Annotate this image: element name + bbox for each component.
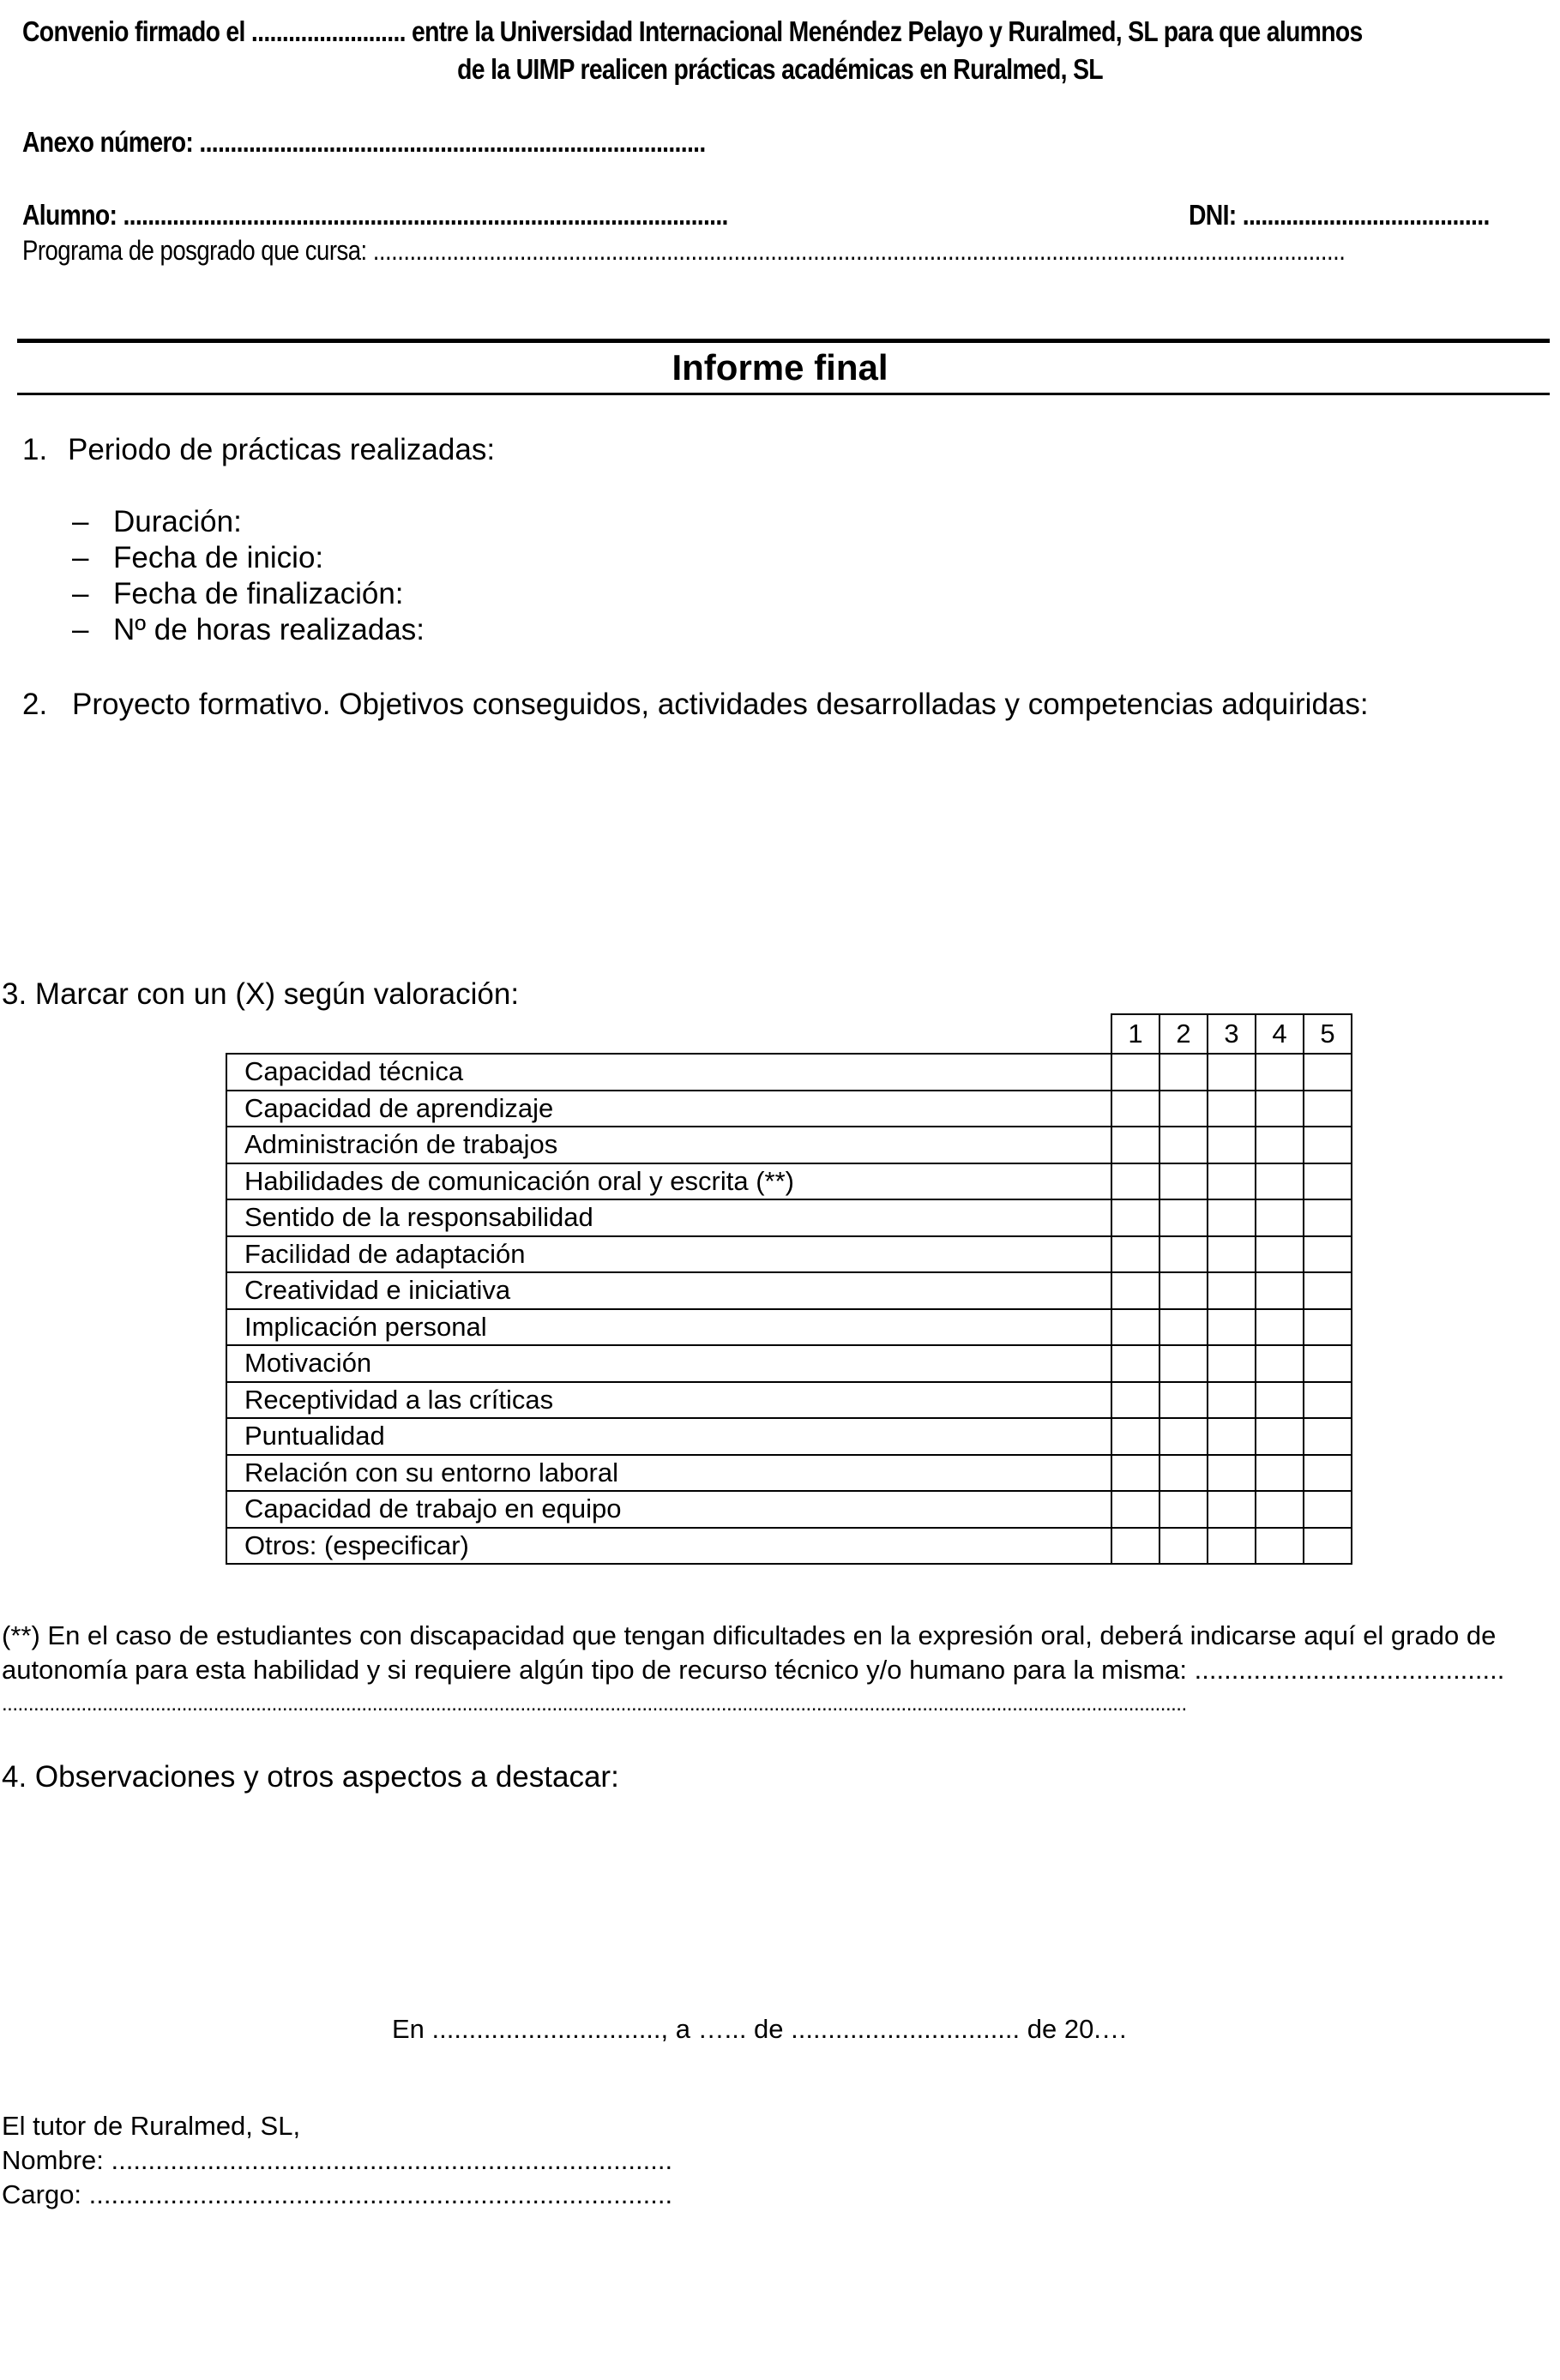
rating-row (226, 1091, 1352, 1127)
rating-row (226, 1528, 1352, 1565)
rating-checkbox-3[interactable] (1208, 1345, 1256, 1382)
rating-table (226, 1013, 1352, 1565)
criterion-label: Capacidad técnica (226, 1054, 1111, 1091)
rating-checkbox-1[interactable] (1111, 1236, 1159, 1273)
rating-checkbox-3[interactable] (1208, 1382, 1256, 1419)
rating-checkbox-3[interactable] (1208, 1127, 1256, 1163)
rating-checkbox-2[interactable] (1159, 1199, 1208, 1236)
rating-checkbox-1[interactable] (1111, 1491, 1159, 1528)
section3-heading: 3. Marcar con un (X) según valoración: (2, 977, 520, 1011)
rating-checkbox-4[interactable] (1256, 1528, 1304, 1565)
rating-checkbox-3[interactable] (1208, 1236, 1256, 1273)
start-date-label: Fecha de inicio: (113, 541, 324, 574)
rating-checkbox-1[interactable] (1111, 1382, 1159, 1419)
rating-row (226, 1455, 1352, 1492)
annex-number-field: Anexo número: .................................................................................. (22, 126, 706, 158)
rating-row (226, 1491, 1352, 1528)
place-date-line: En ..............................., a …... de ............................... de 20.… (392, 2014, 1128, 2044)
criterion-label: Administración de trabajos (226, 1127, 1111, 1163)
rating-checkbox-4[interactable] (1256, 1163, 1304, 1200)
rating-checkbox-4[interactable] (1256, 1418, 1304, 1455)
criterion-label: Otros: (especificar) (226, 1528, 1111, 1565)
hours-label: Nº de horas realizadas: (113, 613, 425, 646)
rating-checkbox-4[interactable] (1256, 1127, 1304, 1163)
rating-checkbox-2[interactable] (1159, 1528, 1208, 1565)
criterion-label: Capacidad de trabajo en equipo (226, 1491, 1111, 1528)
section1-number: 1. (22, 433, 48, 466)
rating-checkbox-4[interactable] (1256, 1199, 1304, 1236)
scale-4: 4 (1256, 1014, 1304, 1054)
rating-checkbox-3[interactable] (1208, 1418, 1256, 1455)
rating-row (226, 1163, 1352, 1200)
rating-checkbox-2[interactable] (1159, 1491, 1208, 1528)
criterion-label: Implicación personal (226, 1309, 1111, 1346)
rating-checkbox-4[interactable] (1256, 1091, 1304, 1127)
rating-checkbox-4[interactable] (1256, 1455, 1304, 1492)
rating-checkbox-2[interactable] (1159, 1236, 1208, 1273)
rating-checkbox-3[interactable] (1208, 1091, 1256, 1127)
end-date-label: Fecha de finalización: (113, 577, 404, 610)
rating-checkbox-5[interactable] (1304, 1309, 1352, 1346)
rating-checkbox-1[interactable] (1111, 1199, 1159, 1236)
list-dash: – (72, 541, 89, 574)
rating-checkbox-4[interactable] (1256, 1491, 1304, 1528)
rating-checkbox-2[interactable] (1159, 1309, 1208, 1346)
rating-checkbox-2[interactable] (1159, 1054, 1208, 1091)
rating-row (226, 1382, 1352, 1419)
rating-checkbox-5[interactable] (1304, 1091, 1352, 1127)
rating-checkbox-3[interactable] (1208, 1528, 1256, 1565)
rating-checkbox-1[interactable] (1111, 1309, 1159, 1346)
rating-scale-row (226, 1014, 1352, 1054)
rating-checkbox-3[interactable] (1208, 1455, 1256, 1492)
section2-number: 2. (22, 688, 48, 721)
rating-checkbox-4[interactable] (1256, 1272, 1304, 1309)
rating-checkbox-3[interactable] (1208, 1163, 1256, 1200)
agreement-line-2: de la UIMP realicen prácticas académicas en Ruralmed, SL (457, 53, 1103, 85)
footnote-line-3: ................................................................................................................................................................................................................................ (2, 1692, 1187, 1716)
rating-checkbox-5[interactable] (1304, 1199, 1352, 1236)
section1-heading: Periodo de prácticas realizadas: (68, 433, 496, 466)
rating-checkbox-1[interactable] (1111, 1345, 1159, 1382)
rating-checkbox-5[interactable] (1304, 1528, 1352, 1565)
criterion-label: Relación con su entorno laboral (226, 1455, 1111, 1492)
rating-row (226, 1418, 1352, 1455)
rating-checkbox-2[interactable] (1159, 1418, 1208, 1455)
rating-checkbox-4[interactable] (1256, 1309, 1304, 1346)
rating-row (226, 1309, 1352, 1346)
rating-checkbox-2[interactable] (1159, 1455, 1208, 1492)
tutor-position-field: Cargo: ............................................................................... (2, 2179, 673, 2209)
rating-checkbox-3[interactable] (1208, 1309, 1256, 1346)
rating-checkbox-5[interactable] (1304, 1054, 1352, 1091)
criterion-label: Sentido de la responsabilidad (226, 1199, 1111, 1236)
rating-row (226, 1054, 1352, 1091)
rating-checkbox-4[interactable] (1256, 1236, 1304, 1273)
student-field: Alumno: .................................................................................................. (22, 199, 728, 231)
criterion-label: Facilidad de adaptación (226, 1236, 1111, 1273)
section2-heading: Proyecto formativo. Objetivos conseguidos, actividades desarrolladas y competencias adquiridas: (72, 688, 1369, 721)
rating-checkbox-5[interactable] (1304, 1418, 1352, 1455)
rating-checkbox-1[interactable] (1111, 1091, 1159, 1127)
scale-5: 5 (1304, 1014, 1352, 1054)
criterion-label: Habilidades de comunicación oral y escrita (**) (226, 1163, 1111, 1200)
criterion-label: Motivación (226, 1345, 1111, 1382)
rating-checkbox-3[interactable] (1208, 1199, 1256, 1236)
rating-checkbox-5[interactable] (1304, 1163, 1352, 1200)
rating-row (226, 1345, 1352, 1382)
scale-3: 3 (1208, 1014, 1256, 1054)
rating-checkbox-1[interactable] (1111, 1163, 1159, 1200)
list-dash: – (72, 577, 89, 610)
rating-checkbox-1[interactable] (1111, 1455, 1159, 1492)
list-dash: – (72, 505, 89, 538)
tutor-label: El tutor de Ruralmed, SL, (2, 2111, 301, 2141)
rating-checkbox-4[interactable] (1256, 1345, 1304, 1382)
criterion-label: Puntualidad (226, 1418, 1111, 1455)
rating-checkbox-2[interactable] (1159, 1382, 1208, 1419)
rating-checkbox-3[interactable] (1208, 1272, 1256, 1309)
rating-checkbox-1[interactable] (1111, 1418, 1159, 1455)
rating-checkbox-5[interactable] (1304, 1491, 1352, 1528)
rating-checkbox-5[interactable] (1304, 1455, 1352, 1492)
rating-row (226, 1272, 1352, 1309)
rating-checkbox-4[interactable] (1256, 1054, 1304, 1091)
rating-row (226, 1236, 1352, 1273)
title-top-rule (17, 339, 1550, 343)
duration-label: Duración: (113, 505, 242, 538)
rating-checkbox-3[interactable] (1208, 1491, 1256, 1528)
tutor-name-field: Nombre: ............................................................................ (2, 2145, 673, 2175)
rating-checkbox-5[interactable] (1304, 1236, 1352, 1273)
rating-checkbox-2[interactable] (1159, 1163, 1208, 1200)
postgrad-program-field: Programa de posgrado que cursa: ............................................................................................................................................................... (22, 235, 1346, 266)
rating-checkbox-5[interactable] (1304, 1127, 1352, 1163)
rating-checkbox-4[interactable] (1256, 1382, 1304, 1419)
agreement-line-1: Convenio firmado el ......................... entre la Universidad Internacional Menéndez Pelayo y Ruralmed, SL para que alumnos (22, 15, 1363, 47)
rating-checkbox-5[interactable] (1304, 1345, 1352, 1382)
rating-row (226, 1199, 1352, 1236)
scale-1: 1 (1111, 1014, 1159, 1054)
section4-heading: 4. Observaciones y otros aspectos a destacar: (2, 1760, 619, 1794)
rating-checkbox-2[interactable] (1159, 1127, 1208, 1163)
footnote-line-2: autonomía para esta habilidad y si requiere algún tipo de recurso técnico y/o humano para la misma: .......................................... (2, 1655, 1505, 1685)
criterion-label: Creatividad e iniciativa (226, 1272, 1111, 1309)
rating-checkbox-1[interactable] (1111, 1127, 1159, 1163)
criterion-label: Receptividad a las críticas (226, 1382, 1111, 1419)
criterion-label: Capacidad de aprendizaje (226, 1091, 1111, 1127)
rating-checkbox-2[interactable] (1159, 1091, 1208, 1127)
report-title: Informe final (672, 347, 888, 388)
rating-checkbox-5[interactable] (1304, 1382, 1352, 1419)
rating-checkbox-1[interactable] (1111, 1272, 1159, 1309)
scale-2: 2 (1159, 1014, 1208, 1054)
dni-field: DNI: ........................................ (1189, 199, 1490, 231)
title-bottom-rule (17, 393, 1550, 395)
rating-row (226, 1127, 1352, 1163)
rating-checkbox-1[interactable] (1111, 1528, 1159, 1565)
footnote-line-1: (**) En el caso de estudiantes con discapacidad que tengan dificultades en la expresión oral, deberá indicarse aquí el grado de (2, 1620, 1497, 1650)
rating-checkbox-5[interactable] (1304, 1272, 1352, 1309)
rating-checkbox-3[interactable] (1208, 1054, 1256, 1091)
rating-checkbox-2[interactable] (1159, 1345, 1208, 1382)
rating-checkbox-1[interactable] (1111, 1054, 1159, 1091)
rating-checkbox-2[interactable] (1159, 1272, 1208, 1309)
list-dash: – (72, 613, 89, 646)
